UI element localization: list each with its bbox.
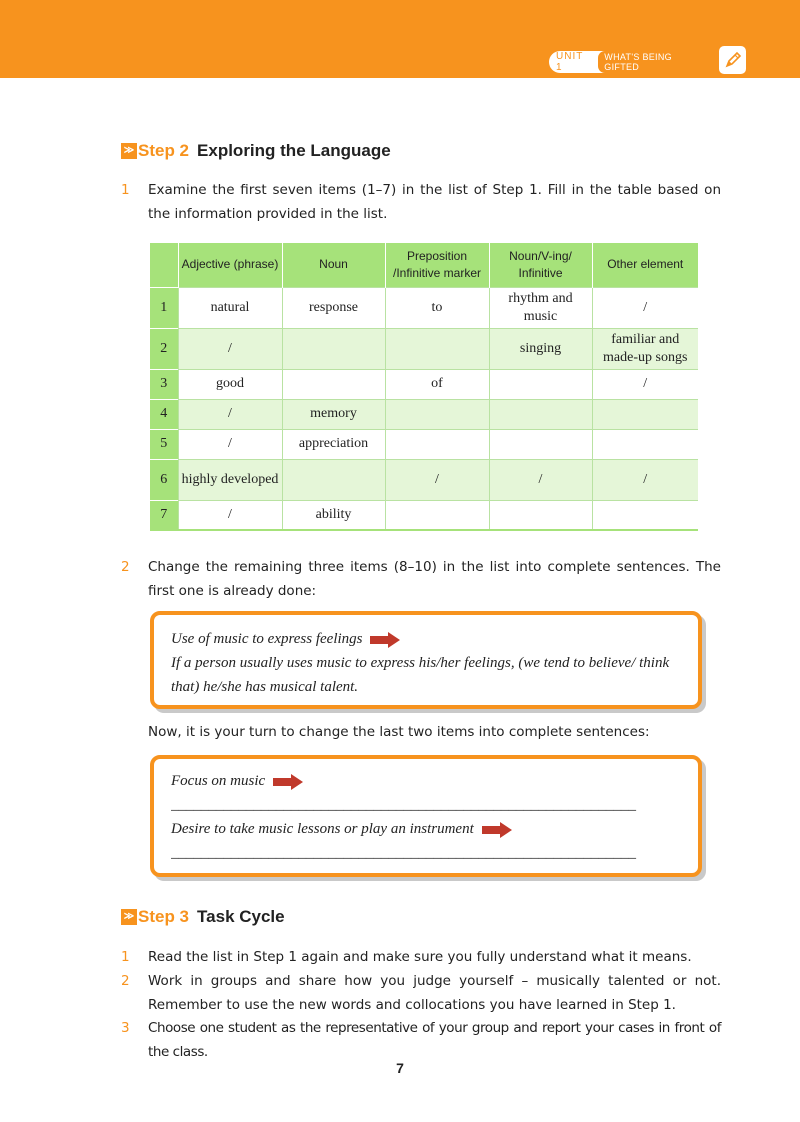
table-cell: natural: [178, 287, 282, 328]
item-number: 2: [121, 559, 130, 575]
header-cell: [150, 243, 178, 287]
step2-item-1: [121, 178, 721, 226]
step2-badge: ≫: [121, 143, 137, 159]
table-cell: /: [592, 287, 698, 328]
table-row: [150, 500, 698, 530]
pen-icon: [719, 46, 746, 74]
step3-label: Step 3: [138, 907, 190, 926]
table-cell: [489, 369, 592, 399]
table-row: [150, 459, 698, 500]
page-number: 7: [396, 1060, 404, 1076]
step2-item-2: [121, 555, 721, 603]
table-cell: appreciation: [282, 429, 385, 459]
item-number: 3: [121, 1020, 130, 1036]
table-row: [150, 328, 698, 369]
row-number: 4: [150, 399, 178, 429]
table-row: [150, 399, 698, 429]
example-phrase: Use of music to express feelings: [171, 631, 363, 647]
row-number: 5: [150, 429, 178, 459]
arrow-right-icon: [273, 774, 303, 790]
table-row: [150, 369, 698, 399]
now-instruction: [121, 720, 721, 744]
row-number: 7: [150, 500, 178, 530]
example-box: [150, 611, 702, 709]
row-number: 1: [150, 287, 178, 328]
table-cell: /: [178, 328, 282, 369]
table-cell: /: [489, 459, 592, 500]
table-row: [150, 287, 698, 328]
table-cell: response: [282, 287, 385, 328]
header-cell: Noun: [282, 243, 385, 287]
table-cell: of: [385, 369, 489, 399]
table-cell: [489, 399, 592, 429]
language-table: [150, 243, 698, 531]
step3-item-2: [121, 969, 721, 1017]
example-line-1: [171, 627, 680, 651]
now-text: Now, it is your turn to change the last two items into complete sentences:: [148, 724, 650, 740]
header-cell: Other element: [592, 243, 698, 287]
answer-line-2[interactable]: ______________________________________________________________: [171, 845, 636, 861]
table-cell: [592, 429, 698, 459]
table-cell: /: [178, 429, 282, 459]
arrow-right-icon: [482, 822, 512, 838]
exercise-line-1: [171, 769, 680, 793]
table-cell: good: [178, 369, 282, 399]
item-number: 1: [121, 182, 130, 198]
item-text: Work in groups and share how you judge yourself – musically talented or not. Remember to use the new words and collocations you have learned in Step 1.: [148, 973, 721, 1013]
header-cell: Adjective (phrase): [178, 243, 282, 287]
step2-heading: [121, 141, 391, 161]
table-cell: [489, 429, 592, 459]
table-cell: /: [592, 369, 698, 399]
step3-item-3: [121, 1016, 721, 1064]
table-cell: /: [178, 500, 282, 530]
table-cell: /: [178, 399, 282, 429]
exercise-phrase-2: Desire to take music lessons or play an instrument: [171, 821, 474, 837]
table-cell: /: [385, 459, 489, 500]
row-number: 3: [150, 369, 178, 399]
item-text: Choose one student as the representative of your group and report your cases in front of the class.: [148, 1020, 721, 1060]
table-row: [150, 429, 698, 459]
step2-label: Step 2: [138, 141, 190, 160]
table-cell: [385, 328, 489, 369]
table-cell: rhythm and music: [489, 287, 592, 328]
table-cell: [282, 459, 385, 500]
item-number: 1: [121, 949, 130, 965]
unit-label: UNIT 1: [556, 51, 584, 73]
table-cell: highly developed: [178, 459, 282, 500]
table-cell: memory: [282, 399, 385, 429]
table-cell: [282, 328, 385, 369]
row-number: 6: [150, 459, 178, 500]
exercise-box: [150, 755, 702, 877]
step3-heading: [121, 907, 285, 927]
unit-tag: [549, 51, 715, 73]
arrow-right-icon: [370, 632, 400, 648]
answer-line-1[interactable]: ______________________________________________________________: [171, 797, 636, 813]
table-cell: ability: [282, 500, 385, 530]
header-cell: Noun/V-ing/ Infinitive: [489, 243, 592, 287]
table-cell: /: [592, 459, 698, 500]
exercise-phrase-1: Focus on music: [171, 773, 266, 789]
table-cell: [385, 399, 489, 429]
table-cell: [592, 500, 698, 530]
row-number: 2: [150, 328, 178, 369]
table-header-row: [150, 243, 698, 287]
table-cell: familiar and made-up songs: [592, 328, 698, 369]
table-cell: [489, 500, 592, 530]
table-cell: [385, 429, 489, 459]
unit-title: WHAT'S BEING GIFTED: [598, 51, 715, 73]
table-cell: to: [385, 287, 489, 328]
item-text: Change the remaining three items (8–10) in the list into complete sentences. The first one is already done:: [148, 559, 721, 599]
table-cell: [282, 369, 385, 399]
exercise-line-2: [171, 817, 680, 841]
table-cell: [385, 500, 489, 530]
header-cell: Preposition /Infinitive marker: [385, 243, 489, 287]
example-sentence: If a person usually uses music to express his/her feelings, (we tend to believe/ think that) he/she has musical talent.: [171, 655, 670, 695]
table-cell: singing: [489, 328, 592, 369]
step2-title: Exploring the Language: [197, 141, 391, 160]
table-cell: [592, 399, 698, 429]
step3-badge: ≫: [121, 909, 137, 925]
step3-item-1: [121, 945, 721, 969]
item-text: Examine the first seven items (1–7) in the list of Step 1. Fill in the table based on the information provided in the list.: [148, 182, 721, 222]
item-number: 2: [121, 973, 130, 989]
step3-title: Task Cycle: [197, 907, 285, 926]
item-text: Read the list in Step 1 again and make sure you fully understand what it means.: [148, 949, 692, 965]
